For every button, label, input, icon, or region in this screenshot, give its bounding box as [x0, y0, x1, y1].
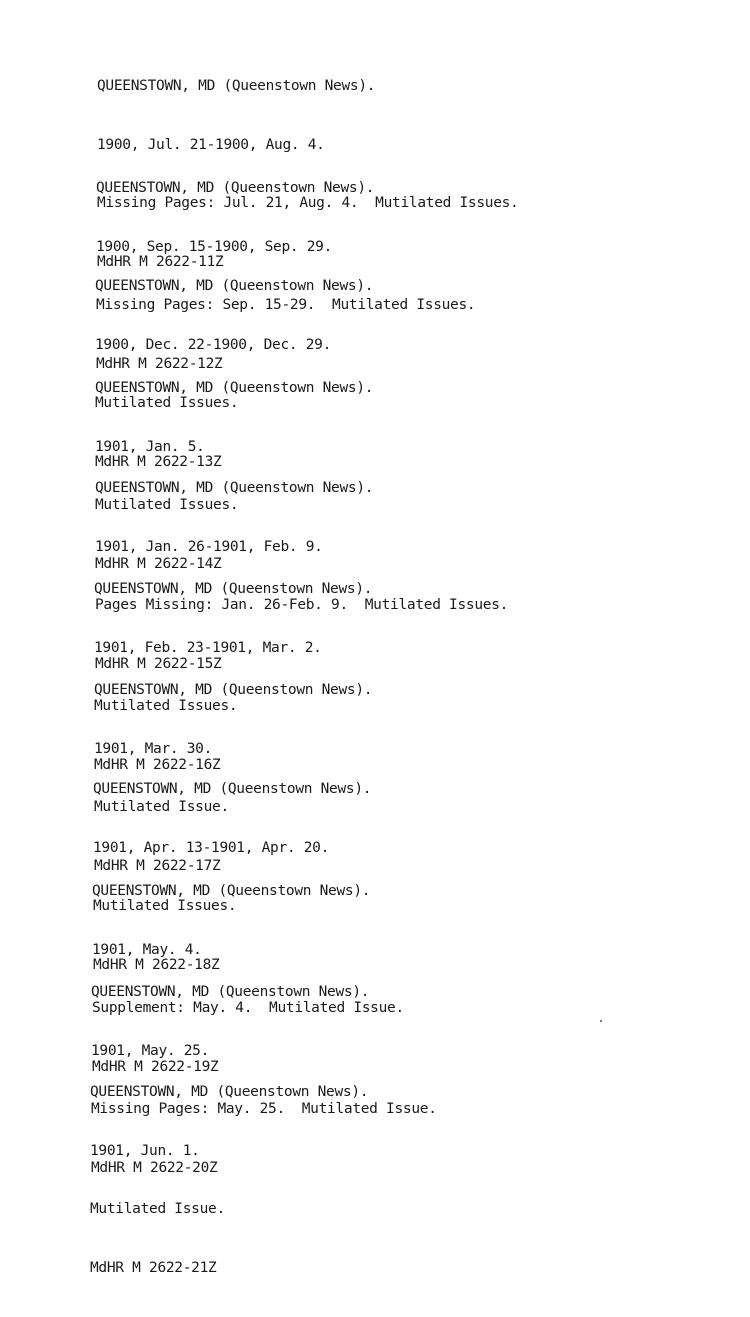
entry-call-number: MdHR M 2622-11Z — [97, 253, 224, 270]
entry-note: Mutilated Issues. — [93, 898, 237, 914]
entry-note: Mutilated Issues. — [95, 395, 239, 411]
entry-dates: 1901, Feb. 23-1901, Mar. 2. — [94, 639, 322, 656]
entry-title: QUEENSTOWN, MD (Queenstown News). — [91, 984, 370, 1000]
entry-note: Mutilated Issue. — [90, 1201, 225, 1217]
entry-title: QUEENSTOWN, MD (Queenstown News). — [95, 480, 374, 496]
entry-call-number: MdHR M 2622-19Z — [92, 1058, 219, 1075]
scan-speck — [600, 1020, 602, 1022]
entry-note: Missing Pages: May. 25. Mutilated Issue. — [91, 1101, 437, 1117]
entry-title: QUEENSTOWN, MD (Queenstown News). — [92, 883, 371, 899]
entry-call-number: MdHR M 2622-20Z — [91, 1159, 218, 1176]
entry-title: QUEENSTOWN, MD (Queenstown News). — [93, 781, 372, 797]
entry-call-number: MdHR M 2622-18Z — [93, 956, 220, 973]
entry-title: QUEENSTOWN, MD (Queenstown News). — [94, 682, 373, 698]
entry-note: Mutilated Issue. — [94, 799, 229, 815]
entry-title: QUEENSTOWN, MD (Queenstown News). — [95, 278, 374, 294]
entry-title: QUEENSTOWN, MD (Queenstown News). — [97, 78, 376, 94]
entry-call-number: MdHR M 2622-14Z — [95, 555, 222, 572]
entry-dates: 1900, Sep. 15-1900, Sep. 29. — [96, 238, 333, 255]
entry-title: QUEENSTOWN, MD (Queenstown News). — [94, 581, 373, 597]
entry-dates: 1900, Dec. 22-1900, Dec. 29. — [95, 336, 332, 353]
entry-note: Missing Pages: Sep. 15-29. Mutilated Issues. — [96, 297, 476, 313]
catalog-entry — [90, 1044, 368, 1317]
entry-dates: 1901, Jun. 1. — [90, 1142, 200, 1159]
entry-note: Missing Pages: Jul. 21, Aug. 4. Mutilated Issues. — [97, 195, 519, 211]
entry-title: QUEENSTOWN, MD (Queenstown News). — [90, 1084, 369, 1100]
entry-dates: 1901, May. 25. — [91, 1042, 210, 1059]
entry-dates: 1900, Jul. 21-1900, Aug. 4. — [97, 136, 325, 153]
entry-call-number: MdHR M 2622-16Z — [94, 756, 221, 773]
entry-call-number: MdHR M 2622-17Z — [94, 857, 221, 874]
entry-title: QUEENSTOWN, MD (Queenstown News). — [95, 380, 374, 396]
entry-call-number: MdHR M 2622-15Z — [95, 655, 222, 672]
entry-call-number: MdHR M 2622-13Z — [95, 453, 222, 470]
entry-note: Supplement: May. 4. Mutilated Issue. — [92, 1000, 404, 1016]
entry-dates: 1901, Jan. 5. — [95, 438, 205, 455]
entry-note: Mutilated Issues. — [94, 698, 238, 714]
entry-note: Mutilated Issues. — [95, 497, 239, 513]
entry-title: QUEENSTOWN, MD (Queenstown News). — [96, 180, 375, 196]
entry-call-number: MdHR M 2622-12Z — [96, 355, 223, 372]
entry-note: Pages Missing: Jan. 26-Feb. 9. Mutilated Issues. — [95, 597, 509, 613]
entry-dates: 1901, May. 4. — [92, 941, 202, 958]
entry-call-number: MdHR M 2622-21Z — [90, 1259, 217, 1276]
entry-dates: 1901, Apr. 13-1901, Apr. 20. — [93, 839, 330, 856]
entry-dates: 1901, Mar. 30. — [94, 740, 213, 757]
entry-dates: 1901, Jan. 26-1901, Feb. 9. — [95, 538, 323, 555]
